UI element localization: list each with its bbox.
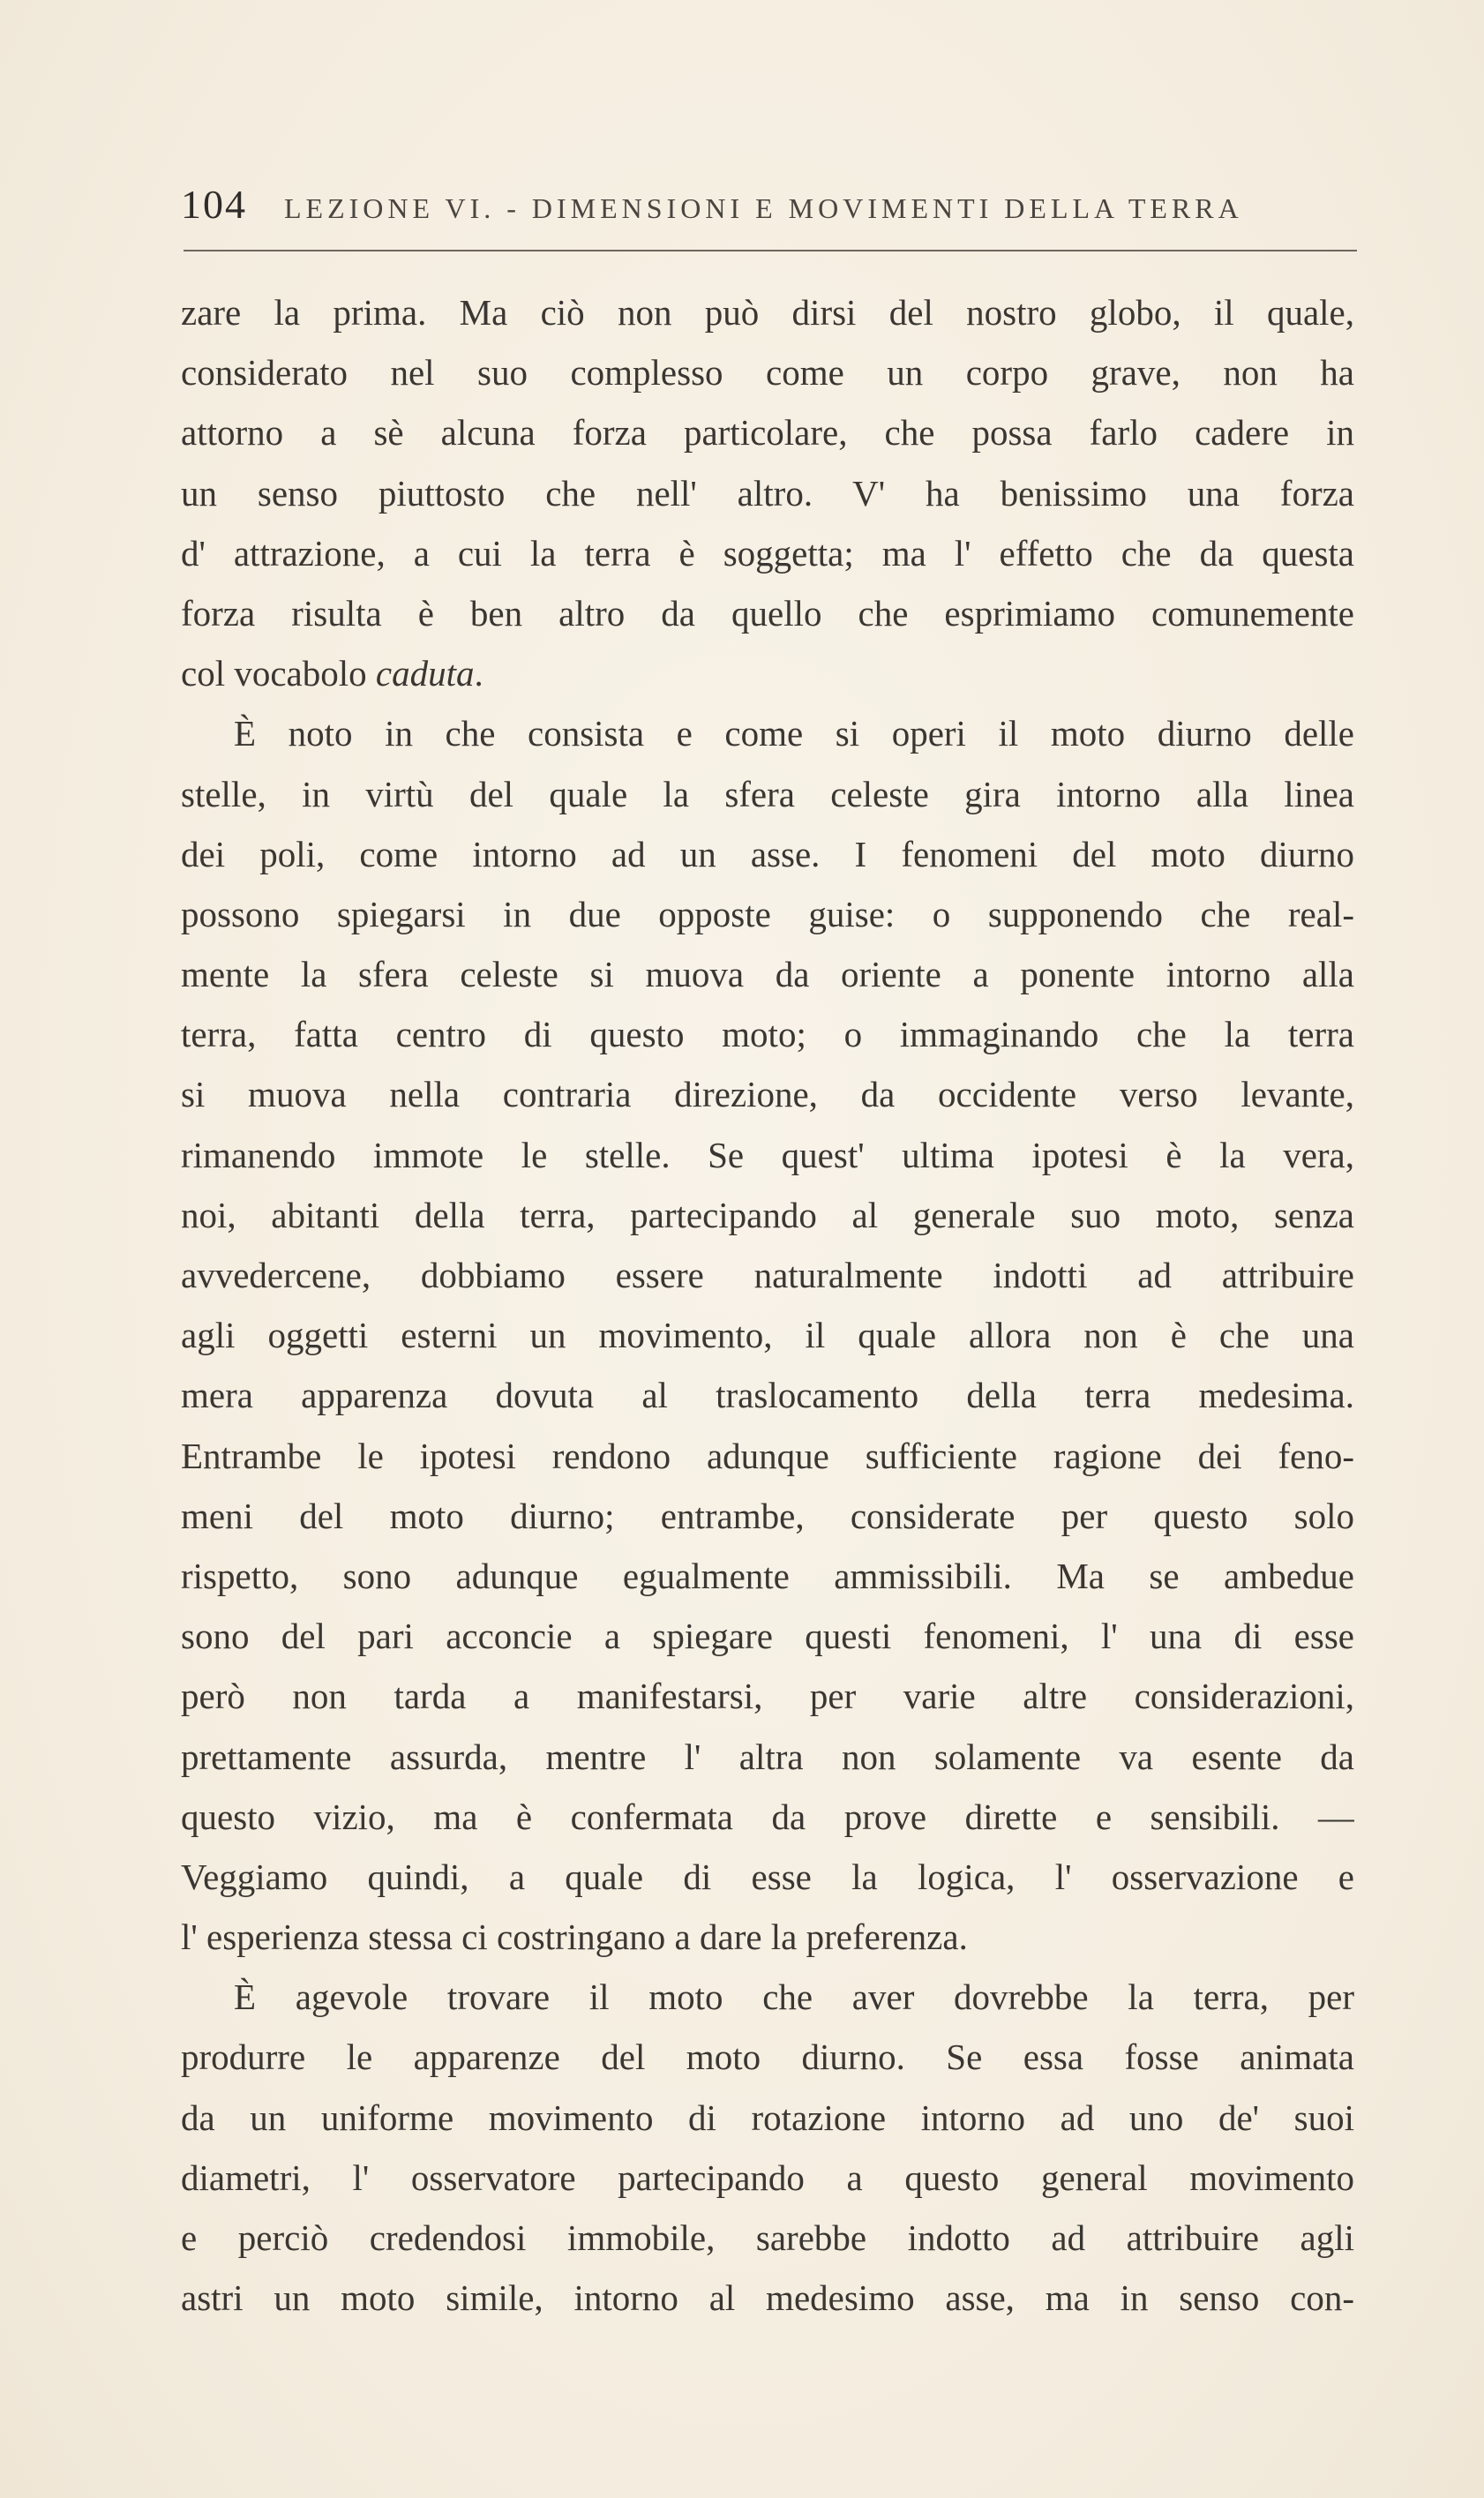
text-line: si muova nella contraria direzione, da occidente verso levante,	[181, 1074, 1354, 1115]
paragraph-start-line: È noto in che consista e come si operi il moto diurno delle	[234, 713, 1354, 754]
text-line: questo vizio, ma è confermata da prove dirette e sensibili. —	[181, 1796, 1354, 1837]
text-line: produrre le apparenze del moto diurno. Se essa fosse animata	[181, 2037, 1354, 2078]
page-number: 104	[181, 182, 247, 227]
text-line: dei poli, come intorno ad un asse. I fenomeni del moto diurno	[181, 833, 1354, 874]
text-line: attorno a sè alcuna forza particolare, che possa farlo cadere in	[181, 412, 1354, 454]
text-run: col vocabolo	[181, 653, 376, 694]
text-line: terra, fatta centro di questo moto; o immaginando che la terra	[181, 1014, 1354, 1055]
text-line: noi, abitanti della terra, partecipando al generale suo moto, senza	[181, 1194, 1354, 1235]
text-line: considerato nel suo complesso come un corpo grave, non ha	[181, 352, 1354, 394]
text-line: diametri, l' osservatore partecipando a questo general movimento	[181, 2157, 1354, 2198]
text-line: stelle, in virtù del quale la sfera celeste gira intorno alla linea	[181, 773, 1354, 814]
italic-term: caduta	[375, 653, 475, 694]
text-line: zare la prima. Ma ciò non può dirsi del nostro globo, il quale,	[181, 292, 1354, 333]
text-line: astri un moto simile, intorno al medesimo asse, ma in senso con-	[181, 2277, 1354, 2319]
text-line: da un uniforme movimento di rotazione intorno ad uno de' suoi	[181, 2097, 1354, 2138]
paragraph-start-line: È agevole trovare il moto che aver dovrebbe la terra, per	[234, 1977, 1354, 2018]
text-line: mera apparenza dovuta al traslocamento della terra medesima.	[181, 1375, 1354, 1416]
text-line: meni del moto diurno; entrambe, considerate per questo solo	[181, 1495, 1354, 1536]
text-line: Veggiamo quindi, a quale di esse la logica, l' osservazione e	[181, 1856, 1354, 1897]
text-line: rimanendo immote le stelle. Se quest' ultima ipotesi è la vera,	[181, 1134, 1354, 1175]
text-line: mente la sfera celeste si muova da oriente a ponente intorno alla	[181, 954, 1354, 995]
running-head: LEZIONE VI. - DIMENSIONI E MOVIMENTI DELLA TERRA	[284, 192, 1243, 224]
text-line: forza risulta è ben altro da quello che esprimiamo comunemente	[181, 592, 1354, 634]
text-line: prettamente assurda, mentre l' altra non solamente va esente da	[181, 1736, 1354, 1777]
header-rule	[184, 250, 1357, 251]
body-text	[181, 282, 1354, 2328]
text-line: però non tarda a manifestarsi, per varie altre considerazioni,	[181, 1676, 1354, 1717]
text-line: avvedercene, dobbiamo essere naturalmente indotti ad attribuire	[181, 1255, 1354, 1295]
text-line: d' attrazione, a cui la terra è soggetta; ma l' effetto che da questa	[181, 532, 1354, 574]
text-line: possono spiegarsi in due opposte guise: o supponendo che real-	[181, 893, 1354, 934]
text-line: sono del pari acconcie a spiegare questi fenomeni, l' una di esse	[181, 1616, 1354, 1657]
text-line: un senso piuttosto che nell' altro. V' ha benissimo una forza	[181, 472, 1354, 514]
text-run: .	[474, 653, 483, 694]
text-line: agli oggetti esterni un movimento, il quale allora non è che una	[181, 1315, 1354, 1356]
text-line: l' esperienza stessa ci costringano a dare la preferenza.	[181, 1917, 968, 1958]
text-line: rispetto, sono adunque egualmente ammissibili. Ma se ambedue	[181, 1555, 1354, 1596]
text-line: Entrambe le ipotesi rendono adunque sufficiente ragione dei feno-	[181, 1435, 1354, 1476]
text-line: e perciò credendosi immobile, sarebbe indotto ad attribuire agli	[181, 2217, 1354, 2258]
text-line	[181, 643, 1354, 703]
page-header	[181, 181, 1363, 234]
